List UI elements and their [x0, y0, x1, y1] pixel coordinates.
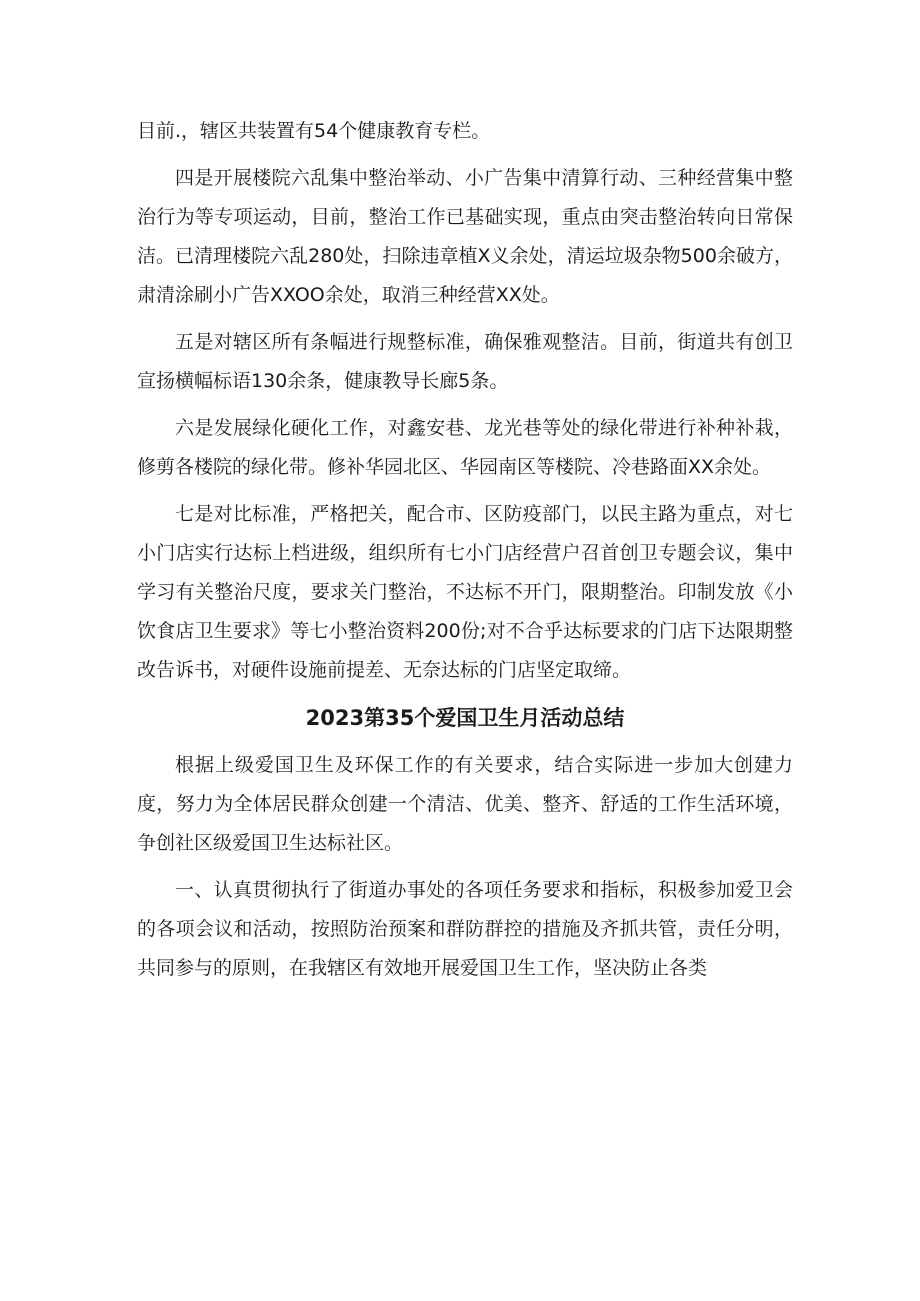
paragraph-6: 根据上级爱国卫生及环保工作的有关要求，结合实际进一步加大创建力度，努力为全体居民群众创建一个清洁、优美、整齐、舒适的工作生活环境，争创社区级爱国卫生达标社区。	[137, 754, 793, 854]
document-body	[137, 112, 793, 996]
paragraph-4: 六是发展绿化硬化工作，对鑫安巷、龙光巷等处的绿化带进行补种补栽，修剪各楼院的绿化带。修补华园北区、华园南区等楼院、冷巷路面XX余处。	[137, 417, 793, 478]
paragraph-3: 五是对辖区所有条幅进行规整标准，确保雅观整洁。目前，街道共有创卫宣扬横幅标语130余条，健康教导长廊5条。	[137, 331, 793, 392]
paragraph-7: 一、认真贯彻执行了街道办事处的各项任务要求和指标，积极参加爱卫会的各项会议和活动，按照防治预案和群防群控的措施及齐抓共管，责任分明，共同参与的原则，在我辖区有效地开展爱国卫生工作，坚决防止各类	[137, 879, 793, 979]
section-title: 2023第35个爱国卫生月活动总结	[305, 706, 625, 730]
paragraph-1: 目前.，辖区共装置有54个健康教育专栏。	[137, 120, 491, 142]
paragraph-5: 七是对比标准，严格把关，配合市、区防疫部门，以民主路为重点，对七小门店实行达标上档进级，组织所有七小门店经营户召首创卫专题会议，集中学习有关整治尺度，要求关门整治，不达标不开门，限期整治。印制发放《小饮食店卫生要求》等七小整治资料200份;对不合乎达标要求的门店下达限期整改告诉书，对硬件设施前提差、无奈达标的门店坚定取缔。	[137, 503, 793, 681]
paragraph-2: 四是开展楼院六乱集中整治举动、小广告集中清算行动、三种经营集中整治行为等专项运动，目前，整治工作已基础实现，重点由突击整治转向日常保洁。已清理楼院六乱280处，扫除违章植X义余处，清运垃圾杂物500余破方，肃清涂刷小广告XXOO余处，取消三种经营XX处。	[137, 167, 793, 306]
